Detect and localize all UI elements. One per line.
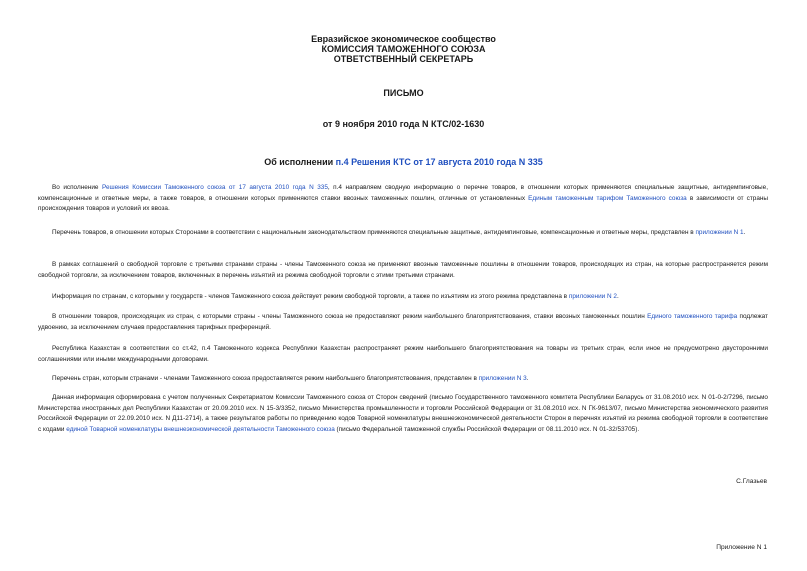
date-line: от 9 ноября 2010 года N КТС/02-1630 bbox=[322, 119, 485, 129]
paragraph-4 bbox=[38, 292, 768, 303]
p4-text-b: . bbox=[616, 293, 619, 300]
p2-link-appendix-1[interactable]: приложении N 1 bbox=[695, 229, 744, 236]
p3-text: В рамках соглашений о свободной торговле с третьими странами страны - члены Таможенного союза не применяют ввозные таможенные пошлины в отношении товаров, происходящих из стран, на которые распространяется режим свободной торговли, за исключением товаров, включенных в перечень изъятий из режима свободной торговли с этими третьими странами. bbox=[38, 261, 768, 279]
p4-link-appendix-2[interactable]: приложении N 2 bbox=[568, 293, 617, 300]
org-name: Евразийское экономическое сообщество bbox=[311, 34, 496, 44]
p2-text-a: Перечень товаров, в отношении которых Сторонами в соответствии с национальным законодательством применяются специальные защитные, антидемпинговые, компенсационные и ответные меры, представлен в bbox=[52, 229, 696, 236]
p7-text-b: . bbox=[526, 375, 529, 382]
p1-link-decision[interactable]: Решения Комиссии Таможенного союза от 17 августа 2010 года N 335 bbox=[101, 184, 328, 191]
secretary-title: ОТВЕТСТВЕННЫЙ СЕКРЕТАРЬ bbox=[333, 54, 474, 64]
p8-text-a: Данная информация сформирована с учетом полученных Секретариатом Комиссии Таможенного союза от Сторон сведений (письмо Государственного таможенного комитета Республики Беларусь от 31.08.2010 исх. N 01-0-2/7296, письмо Министерства иностранных дел Республики Казахстан от 20.09.2010 исх. N 15-3/3352, письмо Министерства промышленности и торговли Российской Федерации от 31.08.2010 исх. N ГК-9613/07, письмо Министерства экономического развития Российской Федерации от 22.09.2010 исх. N Д11-2714), а также результатов работы по приведению кодов Товарной номенклатуры внешнеэкономической деятельности Сторон в перечнях изъятий из режима свободной торговли в соответствие с кодами bbox=[38, 394, 768, 433]
p8-link-nomenclature[interactable]: единой Товарной номенклатуры внешнеэкономической деятельности Таможенного союза bbox=[66, 425, 335, 433]
p6-text: Республика Казахстан в соответствии со ст.42, п.4 Таможенного кодекса Республики Казахстан распространяет режим наибольшего благоприятствования на товары из третьих стран, если иное не предусмотрено двусторонними соглашениями или иными международными договорами. bbox=[38, 345, 768, 363]
paragraph-1 bbox=[38, 183, 768, 215]
subject-link[interactable]: п.4 Решения КТС от 17 августа 2010 года N 335 bbox=[335, 157, 543, 167]
p1-text-a: Во исполнение bbox=[52, 184, 102, 191]
doc-type: ПИСЬМО bbox=[383, 88, 424, 98]
p7-text-a: Перечень стран, которым странами - членами Таможенного союза предоставляется режим наибольшего благоприятствования, представлен в bbox=[52, 375, 479, 382]
signature: С.Глазьев bbox=[736, 478, 767, 485]
subject-prefix: Об исполнении bbox=[264, 157, 336, 167]
p1-link-tariff[interactable]: Единым таможенным тарифом Таможенного союза bbox=[528, 194, 687, 202]
paragraph-8 bbox=[38, 393, 768, 435]
p7-link-appendix-3[interactable]: приложении N 3 bbox=[478, 375, 527, 382]
p8-text-b: (письмо Федеральной таможенной службы Российской Федерации от 08.11.2010 исх. N 01-32/53705). bbox=[334, 425, 640, 433]
p1-text-b: , п.4 направляем сводную информацию о перечне товаров, в отношении которых применяются специальные защитные, антидемпинговые, компенсационные и ответные меры, а также товаров, в отношении которых применяются ставки ввозных таможенных пошлин, отличные от установленных bbox=[38, 184, 768, 202]
header-block bbox=[0, 34, 807, 64]
p5-text-a: В отношении товаров, происходящих из стран, с которыми страны - члены Таможенного союза не предоставляют режим наибольшего благоприятствования, ставки ввозных таможенных пошлин bbox=[52, 313, 648, 320]
commission-name: КОМИССИЯ ТАМОЖЕННОГО СОЮЗА bbox=[321, 44, 486, 54]
p4-text-a: Информация по странам, с которыми у государств - членов Таможенного союза действует режим свободной торговли, а также по изъятиям из этого режима представлена в bbox=[52, 293, 569, 300]
p5-text-b: подлежат удвоению, за исключением случаев предоставления тарифных преференций. bbox=[38, 313, 768, 331]
appendix-label: Приложение N 1 bbox=[716, 544, 767, 551]
p5-link-tariff[interactable]: Единого таможенного тарифа bbox=[647, 313, 738, 320]
subject-line bbox=[0, 157, 807, 167]
paragraph-3 bbox=[38, 260, 768, 281]
paragraph-2 bbox=[38, 228, 768, 239]
p2-text-b: . bbox=[743, 229, 746, 236]
paragraph-5 bbox=[38, 312, 768, 333]
paragraph-6 bbox=[38, 344, 768, 365]
paragraph-7 bbox=[38, 374, 768, 385]
p1-text-c: в зависимости от страны происхождения товаров и условий их ввоза. bbox=[38, 194, 768, 212]
